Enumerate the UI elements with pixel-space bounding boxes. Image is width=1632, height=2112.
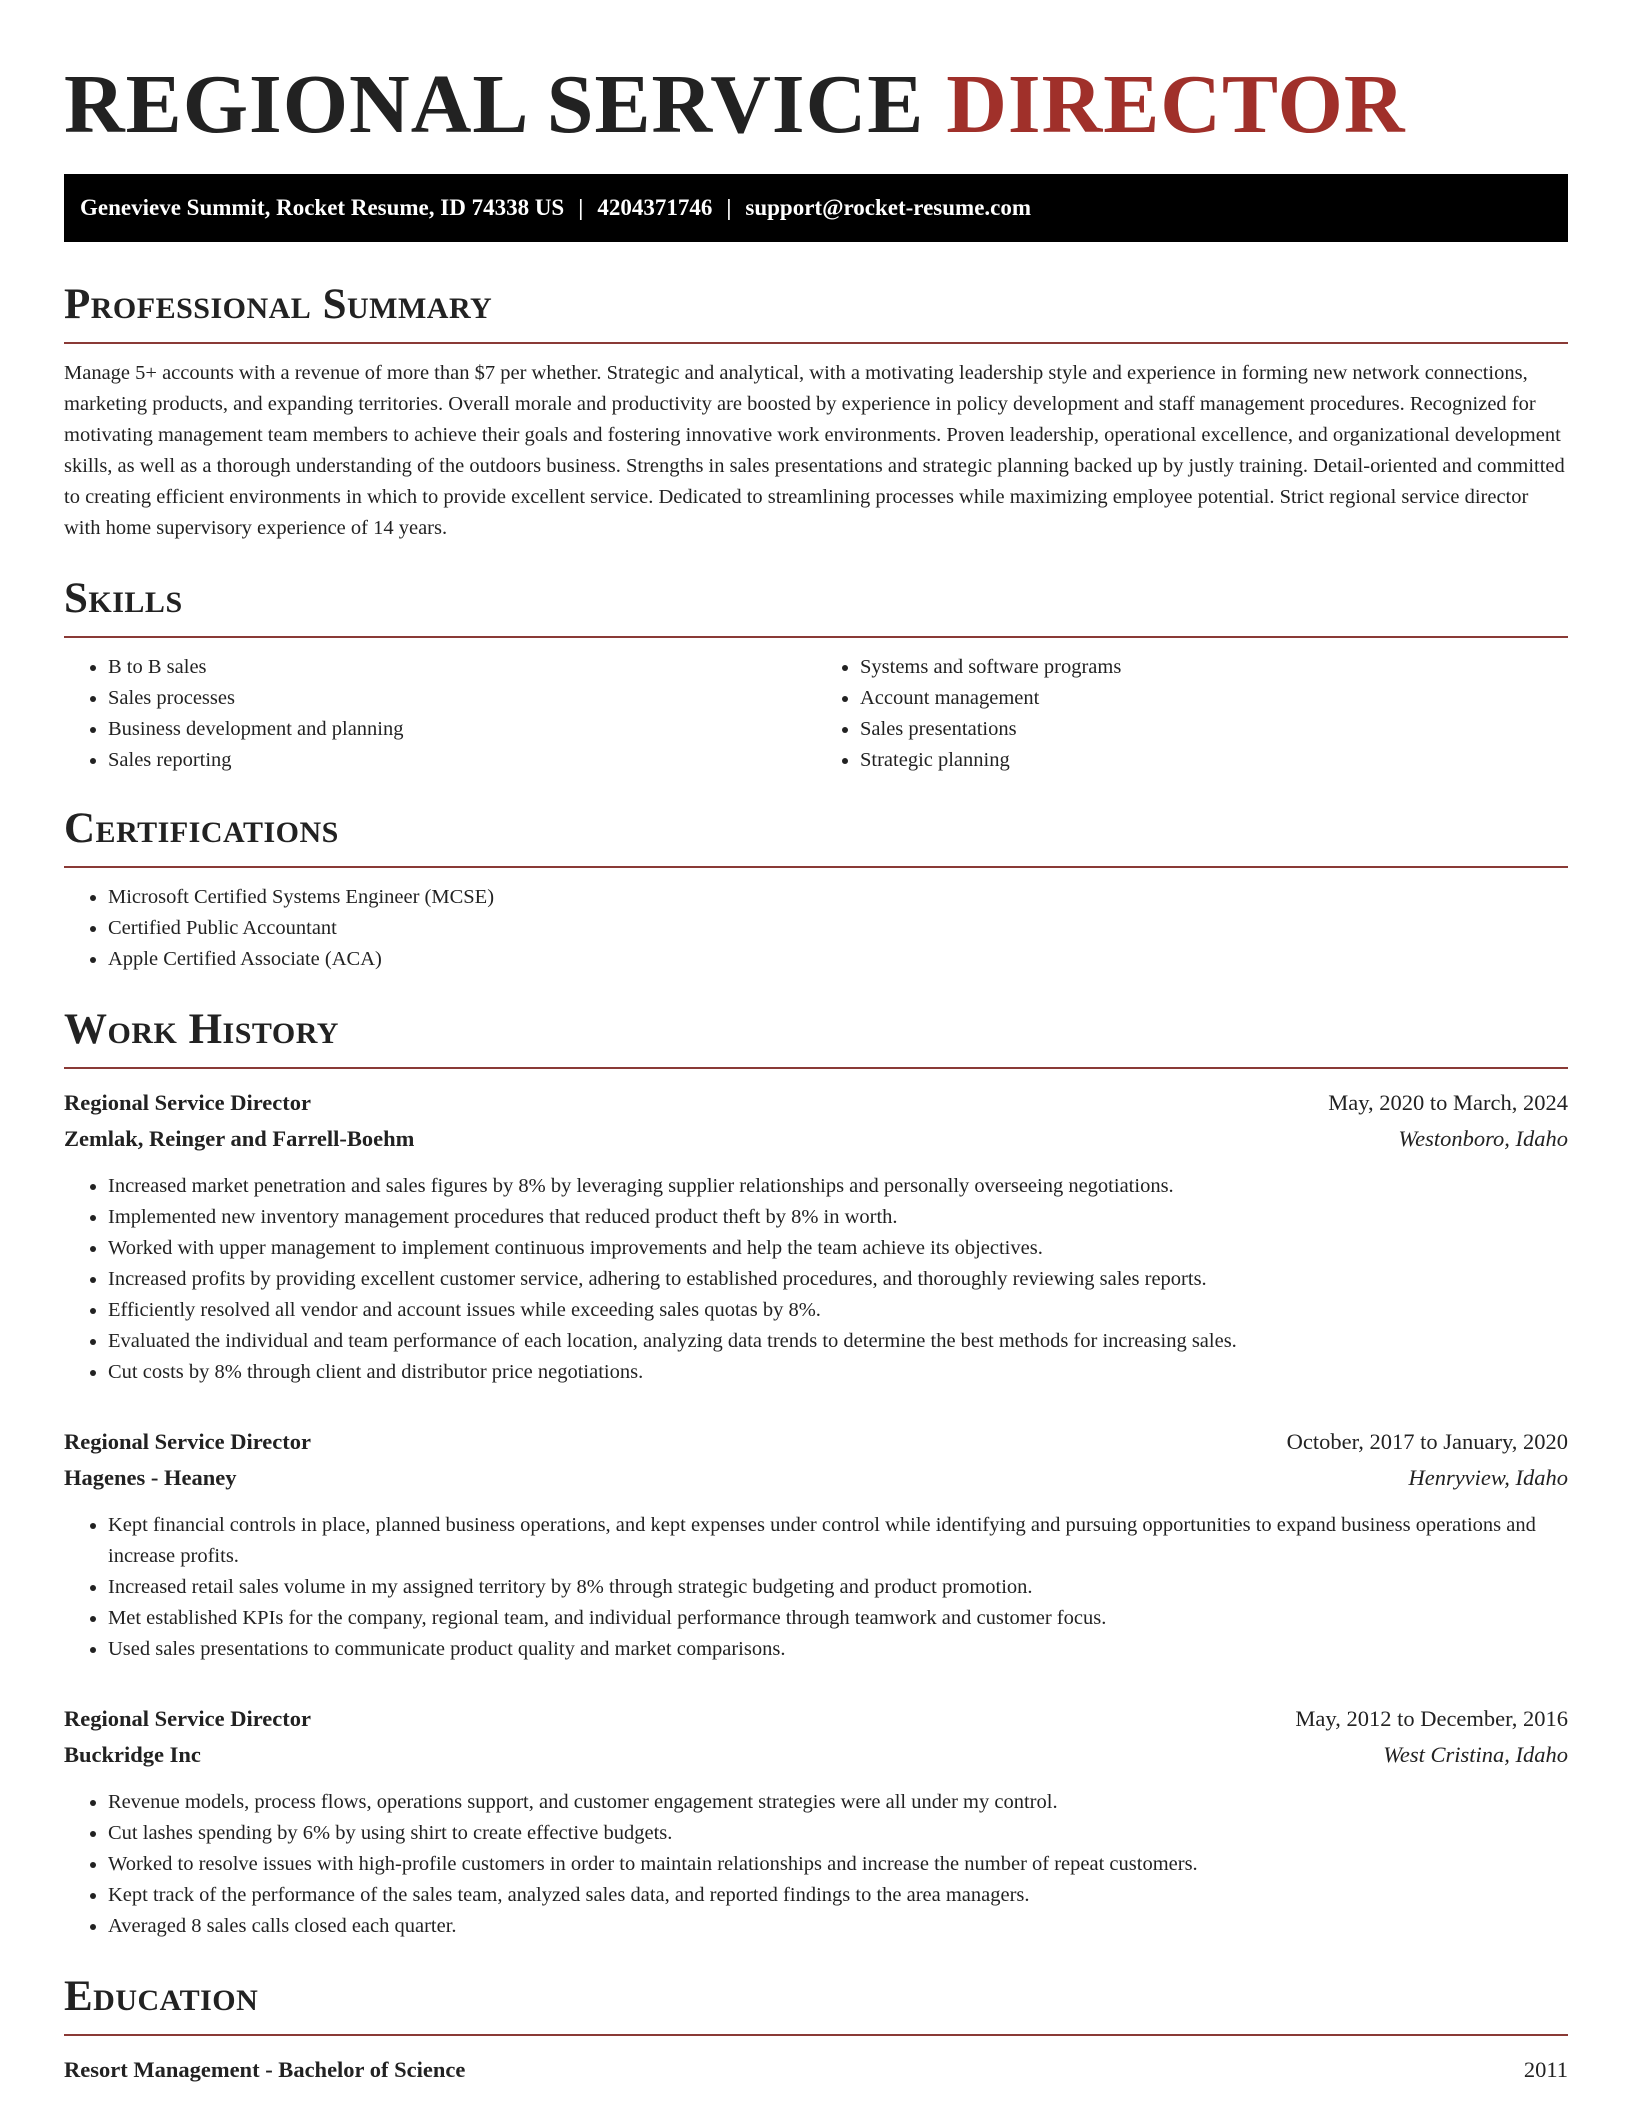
resume-title: [64, 0, 1568, 174]
job-bullets: [64, 1171, 1568, 1388]
certifications-section: [64, 804, 1568, 975]
job-header-row: [64, 1701, 1568, 1737]
work-history-heading: Work History: [64, 1005, 1568, 1069]
skill-item: • Sales presentations: [860, 714, 1568, 745]
education-degree: Resort Management - Bachelor of Science: [64, 2057, 466, 2082]
job-bullet: • Revenue models, process flows, operations support, and customer engagement strategies were all under my control.: [108, 1787, 1568, 1818]
job-company: Zemlak, Reinger and Farrell-Boehm: [64, 1126, 415, 1151]
job-title: Regional Service Director: [64, 1090, 311, 1115]
contact-separator: |: [726, 195, 732, 220]
job-entry: [64, 1085, 1568, 1388]
job-company: Hagenes - Heaney: [64, 1465, 237, 1490]
skill-item: • Sales processes: [108, 683, 816, 714]
job-bullet: • Evaluated the individual and team performance of each location, analyzing data trends to determine the best methods for increasing sales.: [108, 1326, 1568, 1357]
contact-email[interactable]: support@rocket-resume.com: [745, 195, 1032, 220]
job-bullet: • Cut costs by 8% through client and distributor price negotiations.: [108, 1357, 1568, 1388]
job-bullets: [64, 1510, 1568, 1665]
skills-grid: [64, 638, 1568, 776]
job-company: Buckridge Inc: [64, 1742, 201, 1767]
job-bullet: • Kept track of the performance of the sales team, analyzed sales data, and reported findings to the area managers.: [108, 1880, 1568, 1911]
job-title: Regional Service Director: [64, 1706, 311, 1731]
job-bullet: • Met established KPIs for the company, regional team, and individual performance through teamwork and customer focus.: [108, 1603, 1568, 1634]
job-bullet: • Efficiently resolved all vendor and account issues while exceeding sales quotas by 8%.: [108, 1295, 1568, 1326]
skills-list-left: [64, 652, 816, 776]
certification-item: • Microsoft Certified Systems Engineer (MCSE): [108, 882, 1568, 913]
job-bullet: • Implemented new inventory management procedures that reduced product theft by 8% in worth.: [108, 1202, 1568, 1233]
contact-bar: [64, 174, 1568, 242]
education-heading: Education: [64, 1972, 1568, 2036]
job-bullets: [64, 1787, 1568, 1942]
education-section: [64, 1972, 1568, 2088]
certification-item: • Certified Public Accountant: [108, 913, 1568, 944]
job-bullet: • Worked with upper management to implement continuous improvements and help the team achieve its objectives.: [108, 1233, 1568, 1264]
skill-item: • Strategic planning: [860, 745, 1568, 776]
job-company-row: [64, 1460, 1568, 1496]
job-dates: October, 2017 to January, 2020: [1286, 1429, 1568, 1454]
job-entry: [64, 1424, 1568, 1665]
skills-list-right: [816, 652, 1568, 776]
job-title: Regional Service Director: [64, 1429, 311, 1454]
skills-heading: Skills: [64, 574, 1568, 638]
skill-item: • Account management: [860, 683, 1568, 714]
job-location: Westonboro, Idaho: [1398, 1126, 1568, 1151]
job-bullet: • Cut lashes spending by 6% by using shirt to create effective budgets.: [108, 1818, 1568, 1849]
job-dates: May, 2020 to March, 2024: [1328, 1090, 1568, 1115]
job-bullet: • Worked to resolve issues with high-profile customers in order to maintain relationships and increase the number of repeat customers.: [108, 1849, 1568, 1880]
contact-phone[interactable]: 4204371746: [597, 195, 713, 220]
job-bullet: • Increased profits by providing excellent customer service, adhering to established procedures, and thoroughly reviewing sales reports.: [108, 1264, 1568, 1295]
job-bullet: • Increased market penetration and sales figures by 8% by leveraging supplier relationships and personally overseeing negotiations.: [108, 1171, 1568, 1202]
title-main: REGIONAL SERVICE: [64, 58, 925, 151]
job-bullet: • Kept financial controls in place, planned business operations, and kept expenses under control while identifying and pursuing opportunities to expand business operations and increase profits.: [108, 1510, 1568, 1572]
skill-item: • Sales reporting: [108, 745, 816, 776]
job-location: West Cristina, Idaho: [1383, 1742, 1568, 1767]
certifications-list: [64, 882, 1568, 975]
skill-item: • B to B sales: [108, 652, 816, 683]
job-header-row: [64, 1424, 1568, 1460]
job-dates: May, 2012 to December, 2016: [1295, 1706, 1568, 1731]
job-bullet: • Used sales presentations to communicate product quality and market comparisons.: [108, 1634, 1568, 1665]
certification-item: • Apple Certified Associate (ACA): [108, 944, 1568, 975]
skill-item: • Business development and planning: [108, 714, 816, 745]
job-company-row: [64, 1737, 1568, 1773]
summary-heading: Professional Summary: [64, 280, 1568, 344]
job-entry: [64, 1701, 1568, 1942]
education-entry: [64, 2052, 1568, 2088]
summary-text: Manage 5+ accounts with a revenue of more than $7 per whether. Strategic and analytical, with a motivating leadership style and experience in forming new network connections, marketing products, and expanding territories. Overall morale and productivity are boosted by experience in policy development and staff management procedures. Recognized for motivating management team members to achieve their goals and fostering innovative work environments. Proven leadership, operational excellence, and organizational development skills, as well as a thorough understanding of the outdoors business. Strengths in sales presentations and strategic planning backed up by justly training. Detail-oriented and committed to creating efficient environments in which to provide excellent service. Dedicated to streamlining processes while maximizing employee potential. Strict regional service director with home supervisory experience of 14 years.: [64, 362, 1565, 539]
title-accent: DIRECTOR: [946, 58, 1406, 151]
education-year: 2011: [1523, 2057, 1568, 2082]
contact-separator: |: [578, 195, 584, 220]
skills-section: [64, 574, 1568, 776]
certifications-heading: Certifications: [64, 804, 1568, 868]
job-company-row: [64, 1121, 1568, 1157]
skill-item: • Systems and software programs: [860, 652, 1568, 683]
job-bullet: • Increased retail sales volume in my assigned territory by 8% through strategic budgeting and product promotion.: [108, 1572, 1568, 1603]
summary-section: [64, 280, 1568, 544]
job-location: Henryview, Idaho: [1408, 1465, 1568, 1490]
education-row: [64, 2052, 1568, 2088]
work-history-section: [64, 1005, 1568, 1942]
contact-address: Genevieve Summit, Rocket Resume, ID 74338 US: [80, 195, 565, 220]
job-bullet: • Averaged 8 sales calls closed each quarter.: [108, 1911, 1568, 1942]
job-header-row: [64, 1085, 1568, 1121]
